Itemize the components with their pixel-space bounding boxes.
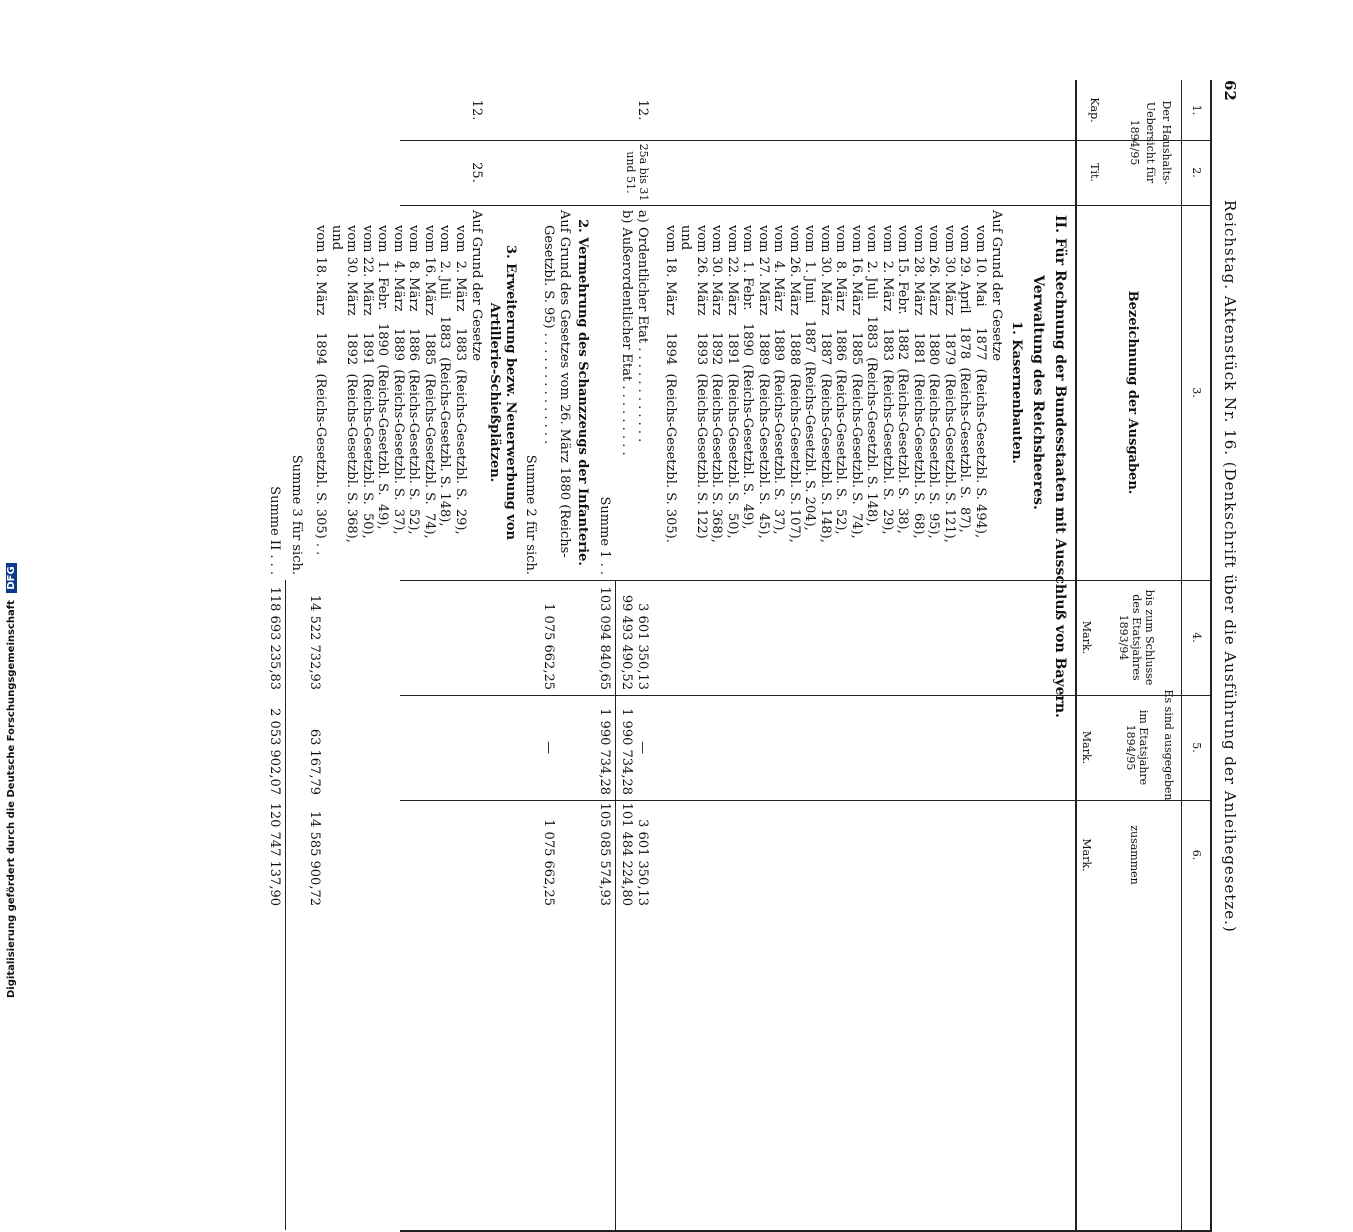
law-entry: vom 1. Febr. 1890 (Reichs-Gesetzbl. S. 49), xyxy=(375,225,391,530)
law-entry: vom 16. März 1885 (Reichs-Gesetzbl. S. 74), xyxy=(849,225,864,539)
dfg-logo: DFG xyxy=(6,563,17,592)
subsection-3-line-2: Artillerie-Schießplätzen. xyxy=(487,302,502,483)
sum-2-col6: 1 075 662,25 xyxy=(541,819,556,906)
sum-1-col4: 103 094 840,65 xyxy=(597,586,612,690)
row-a-col5: — xyxy=(635,741,650,754)
law-entry: vom 15. Febr. 1882 (Reichs-Gesetzbl. S. 38), xyxy=(895,225,911,534)
unit-col4: Mark. xyxy=(1080,620,1093,655)
header-tit: Tit. xyxy=(1088,163,1101,182)
header-ausgegeben: Es sind ausgegeben xyxy=(1162,689,1175,801)
sum-II-col6: 120 747 137,90 xyxy=(267,802,282,906)
sum-2-label: Summe 2 für sich. xyxy=(523,454,538,575)
sum-3-col5: 63 167,79 xyxy=(307,728,322,795)
subsection-2: 2. Vermehrung des Schanzzeugs der Infanterie. xyxy=(575,219,590,566)
col-number-3: 3. xyxy=(1190,387,1203,398)
row-3-kap: 12. xyxy=(469,99,484,121)
law-entry: vom 26. März 1893 (Reichs-Gesetzbl. S. 122) xyxy=(694,225,709,539)
sum-II-col4: 118 693 235,83 xyxy=(267,586,282,690)
row-b-col6: 101 484 224,80 xyxy=(619,802,634,906)
row-tit: 25a bis 31 und 51. xyxy=(624,143,650,202)
col-number-2: 2. xyxy=(1190,167,1203,178)
law-entry: vom 8. März 1886 (Reichs-Gesetzbl. S. 52), xyxy=(833,225,849,535)
table xyxy=(267,80,1212,1230)
law-entry: vom 2. Juli 1883 (Reichs-Gesetzbl. S. 148), xyxy=(437,225,453,527)
law-entry: vom 2. März 1883 (Reichs-Gesetzbl. S. 29), xyxy=(453,225,468,535)
col-number-4: 4. xyxy=(1190,632,1203,643)
row-b-col4: 99 493 490,52 xyxy=(619,594,634,690)
col-number-1: 1. xyxy=(1190,104,1203,116)
law-entry: vom 10. Mai 1877 (Reichs-Gesetzbl. S. 494), xyxy=(973,225,988,539)
law-entry: vom 4. März 1889 (Reichs-Gesetzbl. S. 37), xyxy=(391,225,406,535)
law-entry: vom 2. März 1883 (Reichs-Gesetzbl. S. 29), xyxy=(880,225,895,535)
header-zusammen: zusammen xyxy=(1128,825,1141,885)
sum-3-col4: 14 522 732,93 xyxy=(307,594,322,690)
row-3-tit: 25. xyxy=(469,162,484,183)
law-entry: vom 22. März 1891 (Reichs-Gesetzbl. S. 50), xyxy=(360,225,375,539)
law-entry: vom 1. Juni 1887 (Reichs-Gesetzbl. S. 204), xyxy=(802,225,818,531)
sum-3-col6: 14 585 900,72 xyxy=(307,810,322,906)
law-entry: vom 30. März 1892 (Reichs-Gesetzbl. S. 368), xyxy=(709,225,725,543)
row-a-col4: 3 601 350,13 xyxy=(635,603,650,690)
sum-2-col4: 1 075 662,25 xyxy=(541,603,556,690)
sum-3-label: Summe 3 für sich. xyxy=(289,454,304,575)
law-entry: vom 26. März 1880 (Reichs-Gesetzbl. S. 95), xyxy=(926,225,942,539)
law-entry: vom 4. März 1889 (Reichs-Gesetzbl. S. 37), xyxy=(771,225,787,535)
law-entry: vom 26. März 1888 (Reichs-Gesetzbl. S. 107), xyxy=(787,225,802,543)
laws-3-intro: Auf Grund der Gesetze xyxy=(469,210,484,362)
dfg-footer xyxy=(6,563,17,998)
law-entry: vom 30. März 1887 (Reichs-Gesetzbl. S. 148), xyxy=(818,225,833,543)
page-title: Reichstag. Aktenstück Nr. 16. (Denkschrift über die Ausführung der Anleihegesetze.) xyxy=(1221,200,1239,933)
law-entry: vom 8. März 1886 (Reichs-Gesetzbl. S. 52), xyxy=(406,225,422,535)
row-b-label: b) Außerordentlicher Etat . . . . . . . . . xyxy=(619,210,634,456)
section-heading: II. Für Rechnung der Bundesstaaten mit Ausschluß von Bayern. xyxy=(1052,215,1068,718)
header-haushalt: Der Haushalts-Uebersicht für 1894/95 xyxy=(1128,100,1173,185)
law-entry: vom 30. März 1892 (Reichs-Gesetzbl. S. 368), xyxy=(344,225,360,543)
row-b-col5: 1 990 734,28 xyxy=(619,708,634,795)
sum-II-col5: 2 053 902,07 xyxy=(267,708,282,795)
footer-text: Digitalisierung gefördert durch die Deutsche Forschungsgemeinschaft xyxy=(6,600,17,998)
sum-II-label: Summe II . . . xyxy=(267,486,282,575)
section-heading-2: Verwaltung des Reichsheeres. xyxy=(1030,275,1046,510)
subsection-3: 3. Erweiterung bezw. Neuerwerbung von xyxy=(503,245,518,540)
law-entry: vom 30. März 1879 (Reichs-Gesetzbl. S. 121), xyxy=(942,225,957,543)
header-etatsjahr: im Etatsjahre 1894/95 xyxy=(1124,709,1150,786)
law-entry: vom 2. Juli 1883 (Reichs-Gesetzbl. S. 148), xyxy=(864,225,880,527)
law-entry: und xyxy=(329,225,344,251)
law-entry: vom 28. März 1881 (Reichs-Gesetzbl. S. 68), xyxy=(911,225,926,539)
unit-col5: Mark. xyxy=(1080,730,1093,765)
law-entry: vom 18. März 1894 (Reichs-Gesetzbl. S. 305). xyxy=(663,225,678,543)
sum-1-label: Summe 1 . . xyxy=(597,496,612,575)
header-bis-schluss: bis zum Schlusse des Etatsjahres 1893/94 xyxy=(1117,589,1156,686)
header-bezeichnung: Bezeichnung der Ausgaben. xyxy=(1125,290,1140,495)
row-a-label: a) Ordentlicher Etat . . . . . . . . . . . . xyxy=(635,210,650,443)
page-number: 62 xyxy=(1221,80,1239,101)
sum-1-col6: 105 085 574,93 xyxy=(597,802,612,906)
col-number-5: 5. xyxy=(1190,742,1203,753)
col-number-6: 6. xyxy=(1190,849,1203,861)
header-kap: Kap. xyxy=(1088,97,1101,123)
law-entry: vom 29. April 1878 (Reichs-Gesetzbl. S. 87), xyxy=(957,225,973,533)
law-entry: vom 16. März 1885 (Reichs-Gesetzbl. S. 74), xyxy=(422,225,437,539)
sum-2-col5: — xyxy=(541,741,556,754)
law-entry: und xyxy=(678,225,694,251)
law-entry: vom 22. März 1891 (Reichs-Gesetzbl. S. 50), xyxy=(725,225,740,539)
law-entry: vom 18. März 1894 (Reichs-Gesetzbl. S. 305) . . xyxy=(313,225,329,556)
row-a-col6: 3 601 350,13 xyxy=(635,819,650,906)
subsection-1: 1. Kasernenbauten. xyxy=(1009,321,1024,464)
subsection-2-text-2: Gesetzbl. S. 95) . . . . . . . . . . . . . . xyxy=(541,225,556,445)
row-kap: 12. xyxy=(635,99,650,121)
subsection-2-text: Auf Grund des Gesetzes vom 26. März 1880 (Reichs- xyxy=(557,210,572,558)
law-entry: vom 27. März 1889 (Reichs-Gesetzbl. S. 45), xyxy=(756,225,771,539)
sum-1-col5: 1 990 734,28 xyxy=(597,708,612,795)
rotated-page-content xyxy=(90,80,1240,933)
unit-col6: Mark. xyxy=(1080,838,1093,872)
law-entry: vom 1. Febr. 1890 (Reichs-Gesetzbl. S. 49), xyxy=(740,225,756,530)
laws-intro: Auf Grund der Gesetze xyxy=(989,210,1004,362)
